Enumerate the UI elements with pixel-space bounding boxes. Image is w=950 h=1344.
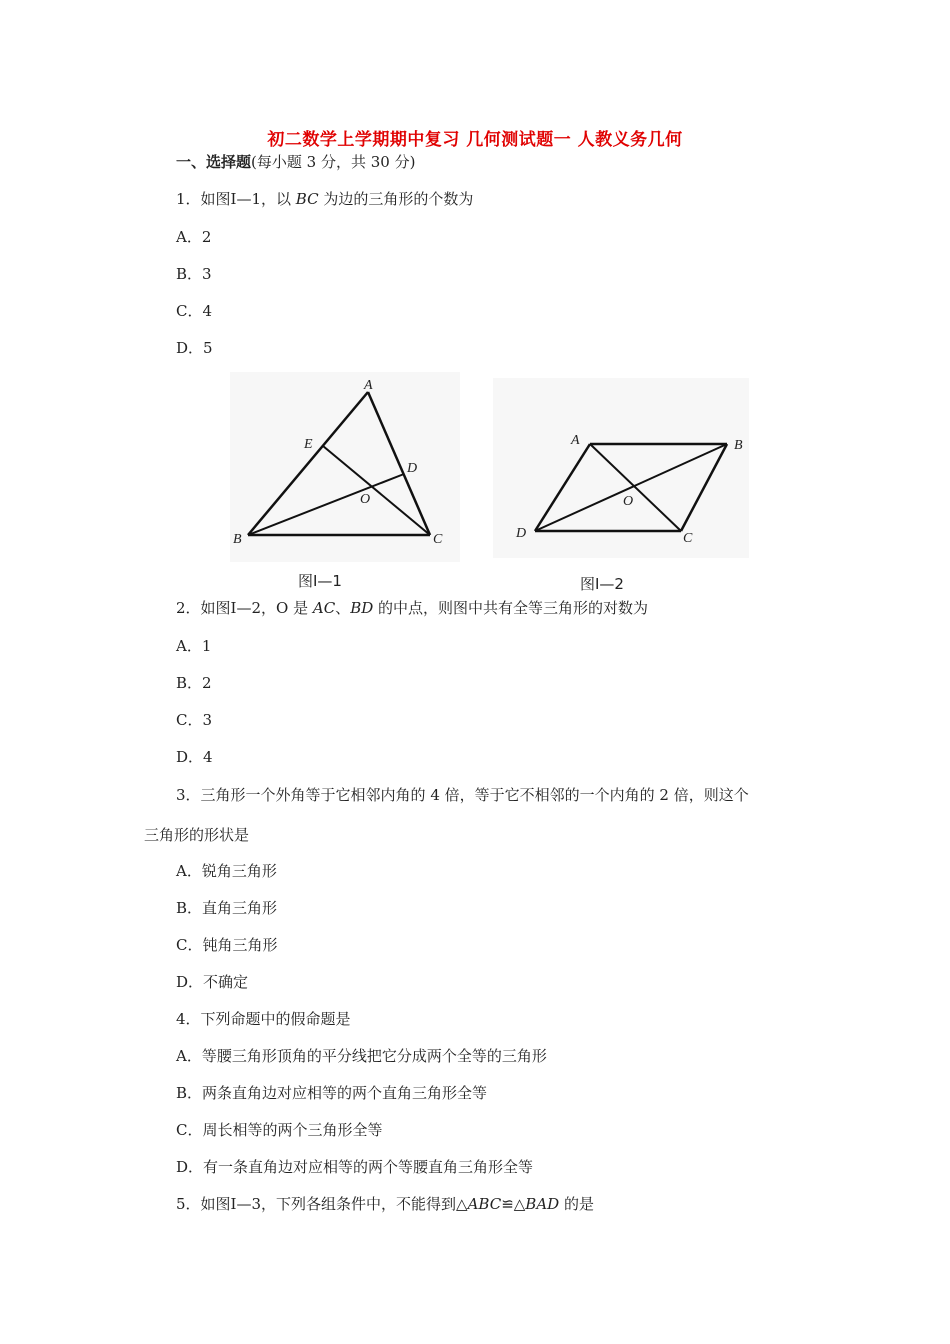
q3-option-c: C．钝角三角形 xyxy=(176,936,278,954)
q2-sep: 、 xyxy=(335,599,351,617)
q5-congruent: ≌△ xyxy=(501,1195,526,1213)
fig2-label-d: D xyxy=(516,526,527,541)
q1-option-d: D．5 xyxy=(176,339,213,357)
q4-option-b: B．两条直角边对应相等的两个直角三角形全等 xyxy=(176,1084,488,1102)
fig1-background xyxy=(230,372,460,562)
fig2-label-b: B xyxy=(734,438,743,453)
figure-2-caption: 图Ⅰ—2 xyxy=(580,575,624,593)
q2-text-post: 的中点，则图中共有全等三角形的对数为 xyxy=(373,599,649,617)
question-4: 4．下列命题中的假命题是 xyxy=(176,1010,351,1028)
fig1-label-e: E xyxy=(304,437,313,452)
section-heading-label: 一、选择题 xyxy=(176,153,252,171)
q2-var-ac: AC xyxy=(312,599,336,617)
q2-option-c: C．3 xyxy=(176,711,213,729)
question-3-line-2: 三角形的形状是 xyxy=(144,826,250,844)
page-title: 初二数学上学期期中复习 几何测试题一 人教义务几何 xyxy=(267,130,683,150)
q1-option-a: A．2 xyxy=(176,228,212,246)
section-heading xyxy=(176,152,415,172)
section-note: (每小题 3 分，共 30 分) xyxy=(251,153,416,171)
q1-text-pre: 1．如图Ⅰ—1，以 xyxy=(176,190,296,208)
q1-var: BC xyxy=(295,190,319,208)
q2-text-pre: 2．如图Ⅰ—2，O 是 xyxy=(176,599,313,617)
q2-option-d: D．4 xyxy=(176,748,213,766)
q5-var-bad: BAD xyxy=(525,1195,560,1213)
figure-1-triangle xyxy=(230,372,460,562)
q1-text-post: 为边的三角形的个数为 xyxy=(318,190,474,208)
fig1-label-o: O xyxy=(360,492,371,507)
q4-option-c: C．周长相等的两个三角形全等 xyxy=(176,1121,383,1139)
fig1-label-d: D xyxy=(407,461,418,476)
q2-option-b: B．2 xyxy=(176,674,212,692)
question-5 xyxy=(176,1194,594,1214)
q5-var-abc: ABC xyxy=(467,1195,502,1213)
figure-2-parallelogram xyxy=(493,378,749,558)
q3-option-b: B．直角三角形 xyxy=(176,899,278,917)
q3-option-d: D．不确定 xyxy=(176,973,249,991)
q1-option-c: C．4 xyxy=(176,302,213,320)
fig2-label-o: O xyxy=(623,494,634,509)
fig1-label-a: A xyxy=(364,378,373,393)
fig2-label-c: C xyxy=(683,531,693,546)
fig1-label-c: C xyxy=(433,532,443,547)
q4-option-d: D．有一条直角边对应相等的两个等腰直角三角形全等 xyxy=(176,1158,534,1176)
q5-text-pre: 5．如图Ⅰ—3，下列各组条件中，不能得到△ xyxy=(176,1195,468,1213)
q5-text-post: 的是 xyxy=(559,1195,594,1213)
q4-option-a: A．等腰三角形顶角的平分线把它分成两个全等的三角形 xyxy=(176,1047,547,1065)
figure-1-caption: 图Ⅰ—1 xyxy=(298,572,342,590)
q2-option-a: A．1 xyxy=(176,637,212,655)
question-2 xyxy=(176,598,648,618)
fig1-label-b: B xyxy=(233,532,242,547)
q2-var-bd: BD xyxy=(350,599,374,617)
q3-option-a: A．锐角三角形 xyxy=(176,862,277,880)
fig2-label-a: A xyxy=(571,433,580,448)
question-1 xyxy=(176,189,473,209)
q1-option-b: B．3 xyxy=(176,265,212,283)
question-3-line-1: 3．三角形一个外角等于它相邻内角的 4 倍，等于它不相邻的一个内角的 2 倍，则这个 xyxy=(176,786,749,804)
